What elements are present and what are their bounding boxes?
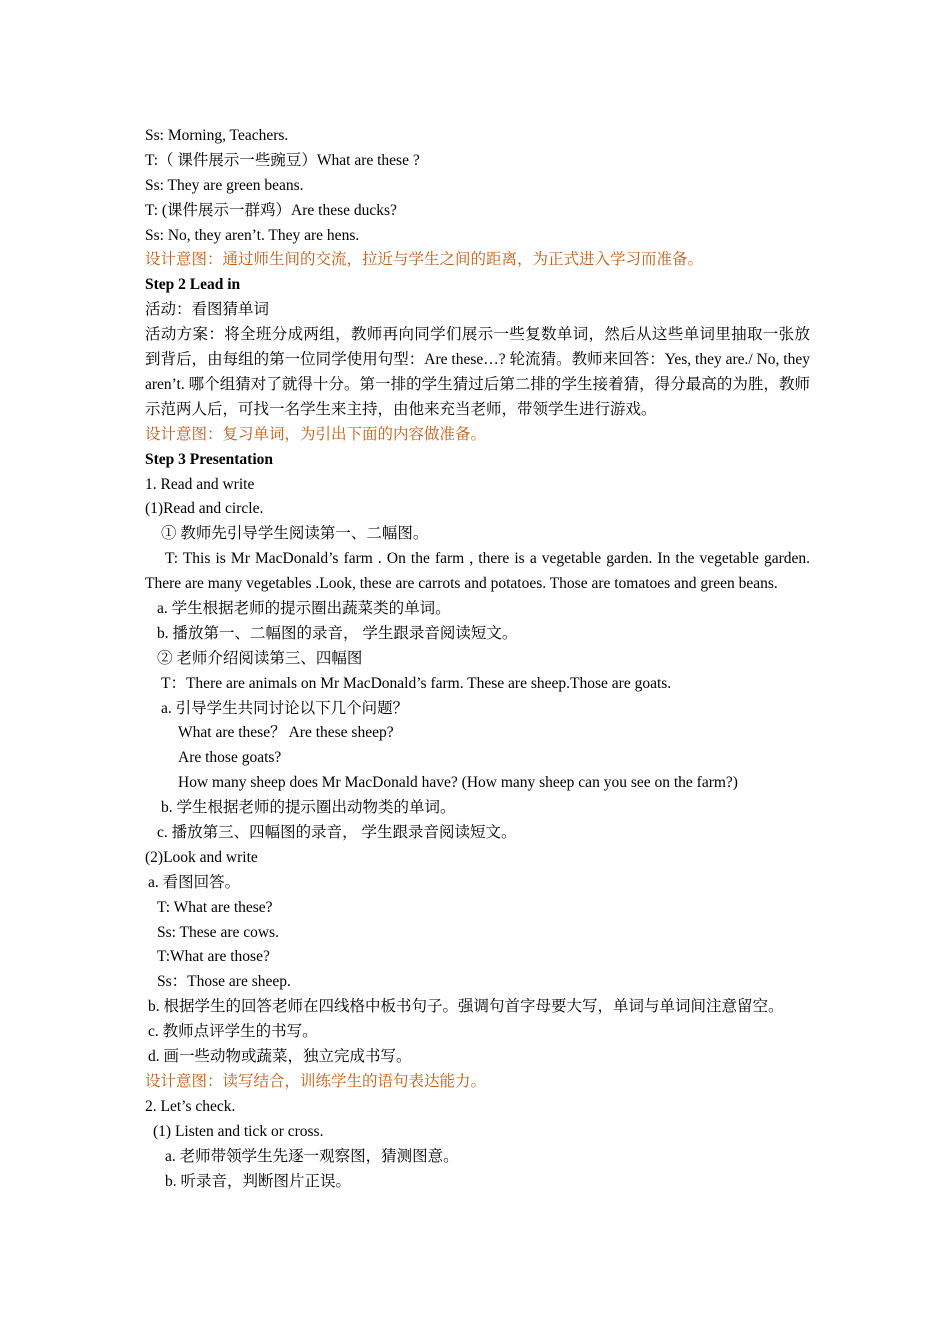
subsection-heading: (1) Listen and tick or cross.: [153, 1122, 324, 1140]
instruction-line: ② 老师介绍阅读第三、四幅图: [157, 649, 363, 667]
question-line: What are these？ Are these sheep?: [178, 724, 394, 742]
document-body: [145, 124, 810, 1194]
instruction-line: b. 听录音，判断图片正误。: [165, 1172, 352, 1190]
activity-title: 活动：看图猜单词: [145, 301, 270, 319]
dialogue-line: T:（ 课件展示一些豌豆）What are these ?: [145, 151, 420, 169]
design-intent-note: 设计意图：通过师生间的交流，拉近与学生之间的距离，为正式进入学习而准备。: [145, 251, 704, 269]
design-intent-note: 设计意图：复习单词，为引出下面的内容做准备。: [145, 425, 487, 443]
dialogue-line: T:What are those?: [157, 948, 270, 966]
instruction-line: a. 看图回答。: [148, 873, 241, 891]
subsection-heading: (2)Look and write: [145, 848, 258, 866]
dialogue-line: Ss：Those are sheep.: [157, 973, 291, 991]
dialogue-line: T: What are these?: [157, 898, 273, 916]
activity-plan-paragraph: 活动方案：将全班分成两组，教师再向同学们展示一些复数单词，然后从这些单词里抽取一张放到背后，由每组的第一位同学使用句型：Are these…? 轮流猜。教师来回答：Yes, they are./ No, they aren’t. 哪个组猜对了就得十分。第一排的学生猜过后第二排的学生接着猜，得分最高的为胜，教师示范两人后，可找一名学生来主持，由他来充当老师，带领学生进行游戏。: [145, 326, 810, 418]
dialogue-line: Ss: These are cows.: [157, 923, 279, 941]
question-line: How many sheep does Mr MacDonald have? (How many sheep can you see on the farm?): [178, 774, 738, 792]
instruction-line: ① 教师先引导学生阅读第一、二幅图。: [161, 525, 429, 543]
subsection-heading: (1)Read and circle.: [145, 500, 264, 518]
step-heading: Step 2 Lead in: [145, 276, 241, 294]
instruction-line: a. 学生根据老师的提示圈出蔬菜类的单词。: [157, 600, 451, 618]
instruction-line: b. 播放第一、二幅图的录音， 学生跟录音阅读短文。: [157, 624, 518, 642]
instruction-line: b. 根据学生的回答老师在四线格中板书句子。强调句首字母要大写，单词与单词间注意留空。: [148, 998, 784, 1016]
step-heading: Step 3 Presentation: [145, 450, 274, 468]
dialogue-line: Ss: They are green beans.: [145, 176, 304, 194]
teacher-line: T：There are animals on Mr MacDonald’s farm. These are sheep.Those are goats.: [161, 674, 672, 692]
dialogue-line: T: (课件展示一群鸡）Are these ducks?: [145, 201, 397, 219]
section-heading: 1. Read and write: [145, 475, 255, 493]
instruction-line: a. 引导学生共同讨论以下几个问题？: [161, 699, 409, 717]
question-line: Are those goats?: [178, 749, 282, 767]
dialogue-line: Ss: Morning, Teachers.: [145, 127, 289, 144]
instruction-line: c. 播放第三、四幅图的录音， 学生跟录音阅读短文。: [157, 824, 517, 842]
instruction-line: d. 画一些动物或蔬菜，独立完成书写。: [148, 1048, 412, 1066]
instruction-line: a. 老师带领学生先逐一观察图，猜测图意。: [165, 1147, 459, 1165]
teacher-narration-paragraph: T: This is Mr MacDonald’s farm . On the farm , there is a vegetable garden. In the vegetable garden. There are many vegetables .Look, these are carrots and potatoes. Those are tomatoes and green beans.: [145, 550, 810, 593]
instruction-line: b. 学生根据老师的提示圈出动物类的单词。: [161, 799, 456, 817]
section-heading: 2. Let’s check.: [145, 1097, 236, 1115]
design-intent-note: 设计意图：读写结合，训练学生的语句表达能力。: [145, 1072, 487, 1090]
dialogue-line: Ss: No, they aren’t. They are hens.: [145, 226, 360, 244]
instruction-line: c. 教师点评学生的书写。: [148, 1023, 318, 1041]
